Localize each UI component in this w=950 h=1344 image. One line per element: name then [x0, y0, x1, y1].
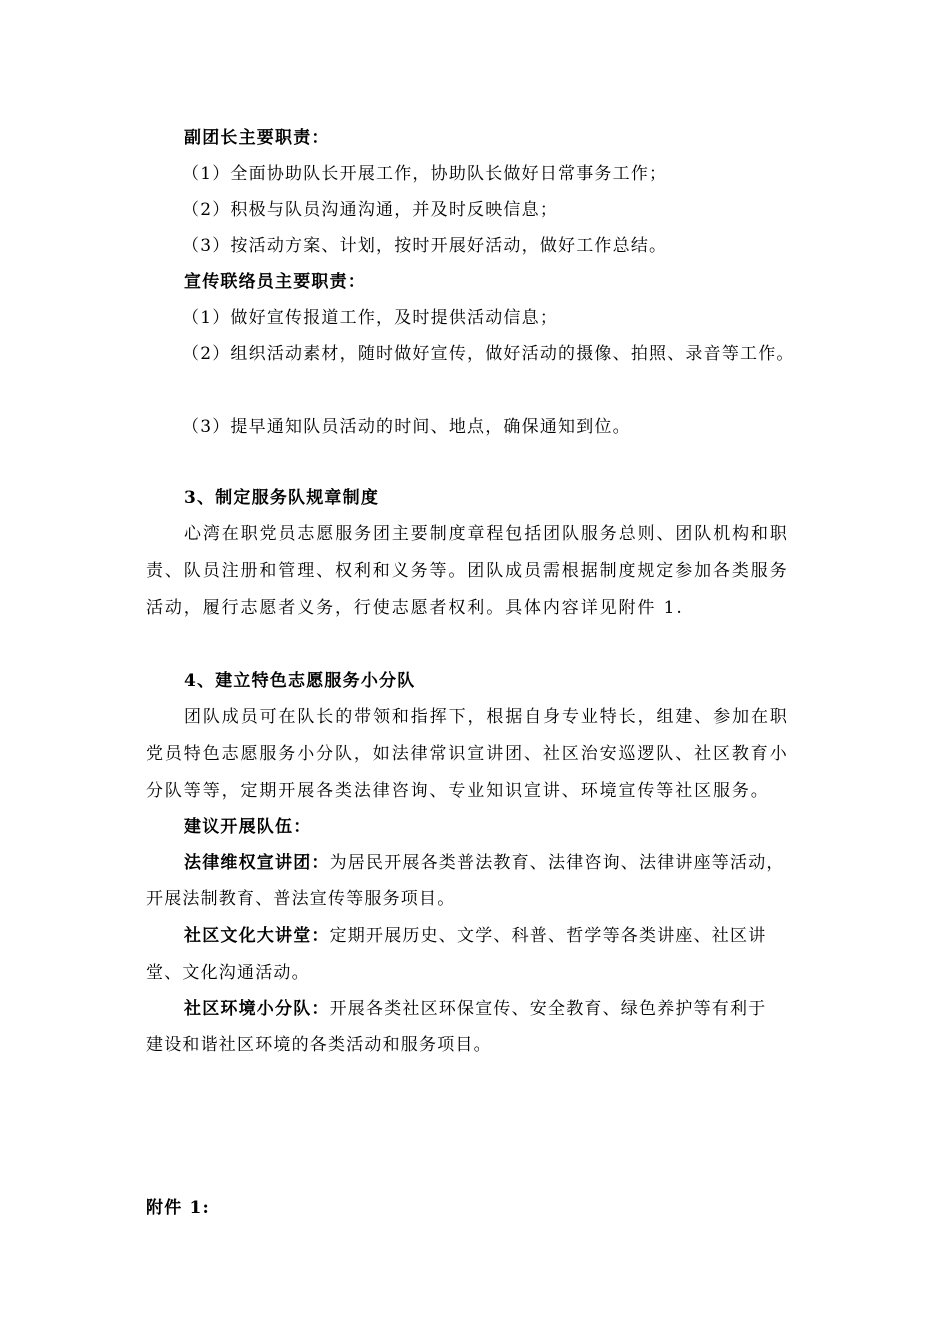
- section4-line-2: 党员特色志愿服务小分队，如法律常识宣讲团、社区治安巡逻队、社区教育小: [146, 744, 789, 764]
- team-2-line-1: [184, 925, 766, 947]
- team-2-desc: 定期开展历史、文学、科普、哲学等各类讲座、社区讲: [329, 926, 767, 946]
- vice-leader-heading: 副团长主要职责：: [184, 128, 330, 148]
- publicity-item-3: （3）提早通知队员活动的时间、地点，确保通知到位。: [182, 417, 631, 437]
- team-3-line-1: [184, 998, 766, 1020]
- section3-line-3: 活动，履行志愿者义务，行使志愿者权利。具体内容详见附件 1.: [146, 598, 684, 618]
- team-1-desc: 为居民开展各类普法教育、法律咨询、法律讲座等活动，: [329, 853, 785, 873]
- section4-line-3: 分队等等，定期开展各类法律咨询、专业知识宣讲、环境宣传等社区服务。: [146, 781, 770, 801]
- section3-heading: 3、制定服务队规章制度: [184, 488, 380, 508]
- team-3-name: 社区环境小分队：: [184, 999, 330, 1019]
- section3-line-1: 心湾在职党员志愿服务团主要制度章程包括团队服务总则、团队机构和职: [184, 524, 789, 544]
- team-3-line-2: 建设和谐社区环境的各类活动和服务项目。: [146, 1035, 492, 1055]
- suggest-heading: 建议开展队伍：: [184, 817, 312, 837]
- publicity-heading: 宣传联络员主要职责：: [184, 272, 366, 292]
- team-2-name: 社区文化大讲堂：: [184, 926, 330, 946]
- vice-leader-item-2: （2）积极与队员沟通沟通，并及时反映信息；: [182, 200, 559, 220]
- vice-leader-item-3: （3）按活动方案、计划，按时开展好活动，做好工作总结。: [182, 236, 668, 256]
- section4-line-1: 团队成员可在队长的带领和指挥下，根据自身专业特长，组建、参加在职: [184, 707, 789, 727]
- section3-line-2: 责、队员注册和管理、权利和义务等。团队成员需根据制度规定参加各类服务: [146, 561, 789, 581]
- publicity-item-2: （2）组织活动素材，随时做好宣传，做好活动的摄像、拍照、录音等工作。: [182, 344, 795, 364]
- team-1-line-2: 开展法制教育、普法宣传等服务项目。: [146, 889, 456, 909]
- team-1-name: 法律维权宣讲团：: [184, 853, 330, 873]
- publicity-item-1: （1）做好宣传报道工作，及时提供活动信息；: [182, 308, 559, 328]
- team-2-line-2: 堂、文化沟通活动。: [146, 963, 310, 983]
- vice-leader-item-1: （1）全面协助队长开展工作，协助队长做好日常事务工作；: [182, 164, 668, 184]
- section4-heading: 4、建立特色志愿服务小分队: [184, 671, 416, 691]
- appendix-label: 附件 1:: [146, 1198, 211, 1218]
- team-1-line-1: [184, 852, 785, 874]
- team-3-desc: 开展各类社区环保宣传、安全教育、绿色养护等有利于: [329, 999, 767, 1019]
